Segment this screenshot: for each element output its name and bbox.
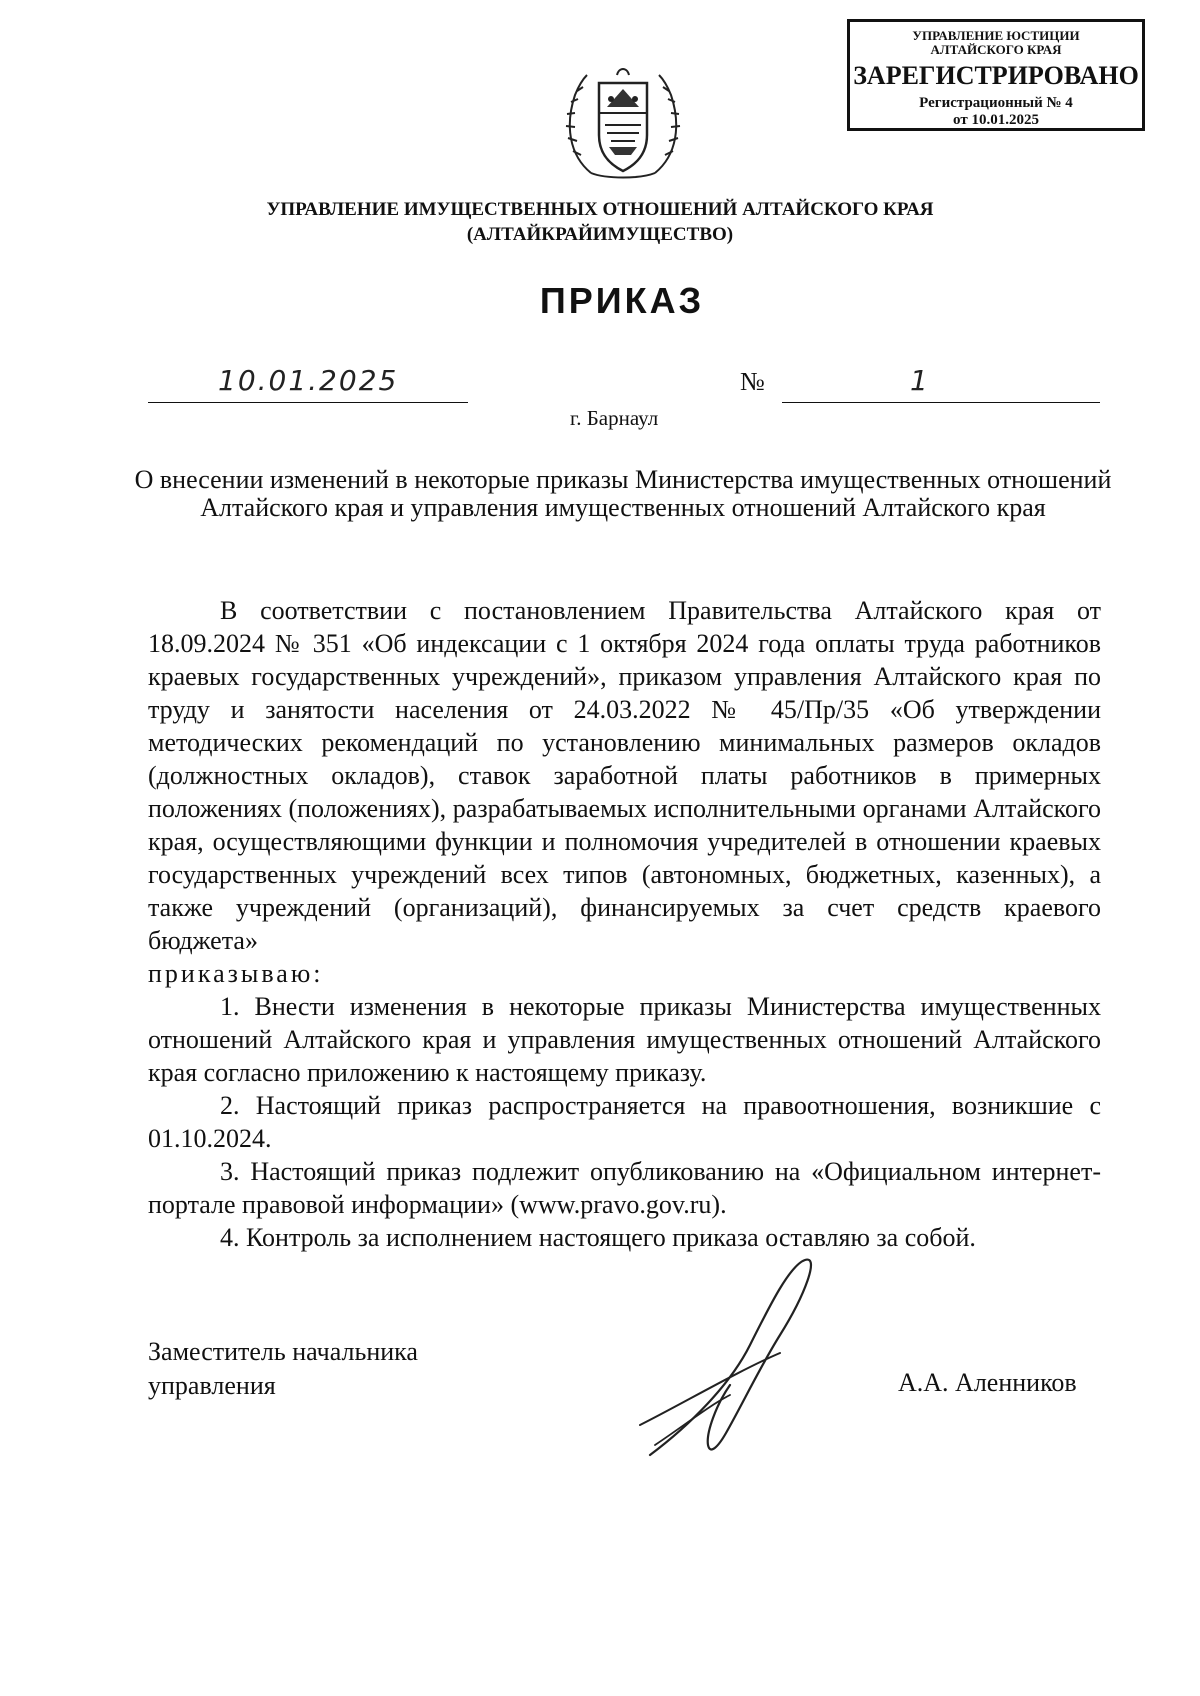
order-item-3: 3. Настоящий приказ подлежит опубликованию на «Официальном интернет-портале правовой информации» (www.pravo.gov.ru). — [148, 1157, 1101, 1219]
preamble-paragraph: В соответствии с постановлением Правительства Алтайского края от 18.09.2024 № 351 «Об индексации с 1 октября 2024 года оплаты труда работников краевых государственных учреждений», приказом управления Алтайского края по труду и занятости населения от 24.03.2022 № 45/Пр/35 «Об утверждении методических рекомендаций по установлению минимальных размеров окладов (должностных окладов), ставок заработной платы работников в примерных положениях (положениях), разрабатываемых исполнительными органами Алтайского края, осуществляющими функции и полномочия учредителей в отношении краевых государственных учреждений всех типов (автономных, бюджетных, казенных), а также учреждений (организаций), финансируемых за счет средств краевого бюджета» — [148, 596, 1101, 955]
signatory-position-line-1: Заместитель начальника — [148, 1337, 418, 1366]
handwritten-signature-icon — [630, 1255, 830, 1460]
stamp-line-2: АЛТАЙСКОГО КРАЯ — [930, 42, 1062, 57]
document-body — [148, 594, 1101, 1254]
handwritten-number: 1 — [910, 364, 930, 397]
number-label: № — [740, 367, 765, 396]
city: г. Барнаул — [570, 406, 659, 430]
order-word: приказываю: — [148, 959, 324, 988]
stamp-status: ЗАРЕГИСТРИРОВАНО — [853, 61, 1139, 90]
registration-stamp — [847, 19, 1145, 131]
signatory-position-line-2: управления — [148, 1371, 276, 1400]
handwritten-date: 10.01.2025 — [218, 364, 399, 397]
stamp-line-1: УПРАВЛЕНИЕ ЮСТИЦИИ — [912, 28, 1080, 43]
order-item-2: 2. Настоящий приказ распространяется на правоотношения, возникшие с 01.10.2024. — [148, 1091, 1101, 1153]
coat-of-arms-icon — [561, 55, 685, 187]
org-name: УПРАВЛЕНИЕ ИМУЩЕСТВЕННЫХ ОТНОШЕНИЙ АЛТАЙСКОГО КРАЯ — [266, 199, 934, 220]
order-item-1: 1. Внести изменения в некоторые приказы Министерства имущественных отношений Алтайского края и управления имущественных отношений Алтайского края согласно приложению к настоящему приказу. — [148, 992, 1101, 1087]
stamp-reg-number: Регистрационный № 4 — [919, 95, 1073, 111]
stamp-reg-date: от 10.01.2025 — [953, 112, 1039, 128]
order-item-4: 4. Контроль за исполнением настоящего приказа оставляю за собой. — [220, 1223, 976, 1252]
number-field — [782, 364, 1100, 403]
date-field — [148, 364, 468, 403]
document-subject: О внесении изменений в некоторые приказы Министерства имущественных отношений Алтайского края и управления имущественных отношений Алтайского края — [134, 465, 1112, 522]
org-short-name: (АЛТАЙКРАЙИМУЩЕСТВО) — [466, 224, 734, 245]
document-type-title: ПРИКАЗ — [539, 280, 705, 321]
signatory-position — [148, 1335, 418, 1403]
signatory-name: А.А. Аленников — [898, 1368, 1077, 1397]
